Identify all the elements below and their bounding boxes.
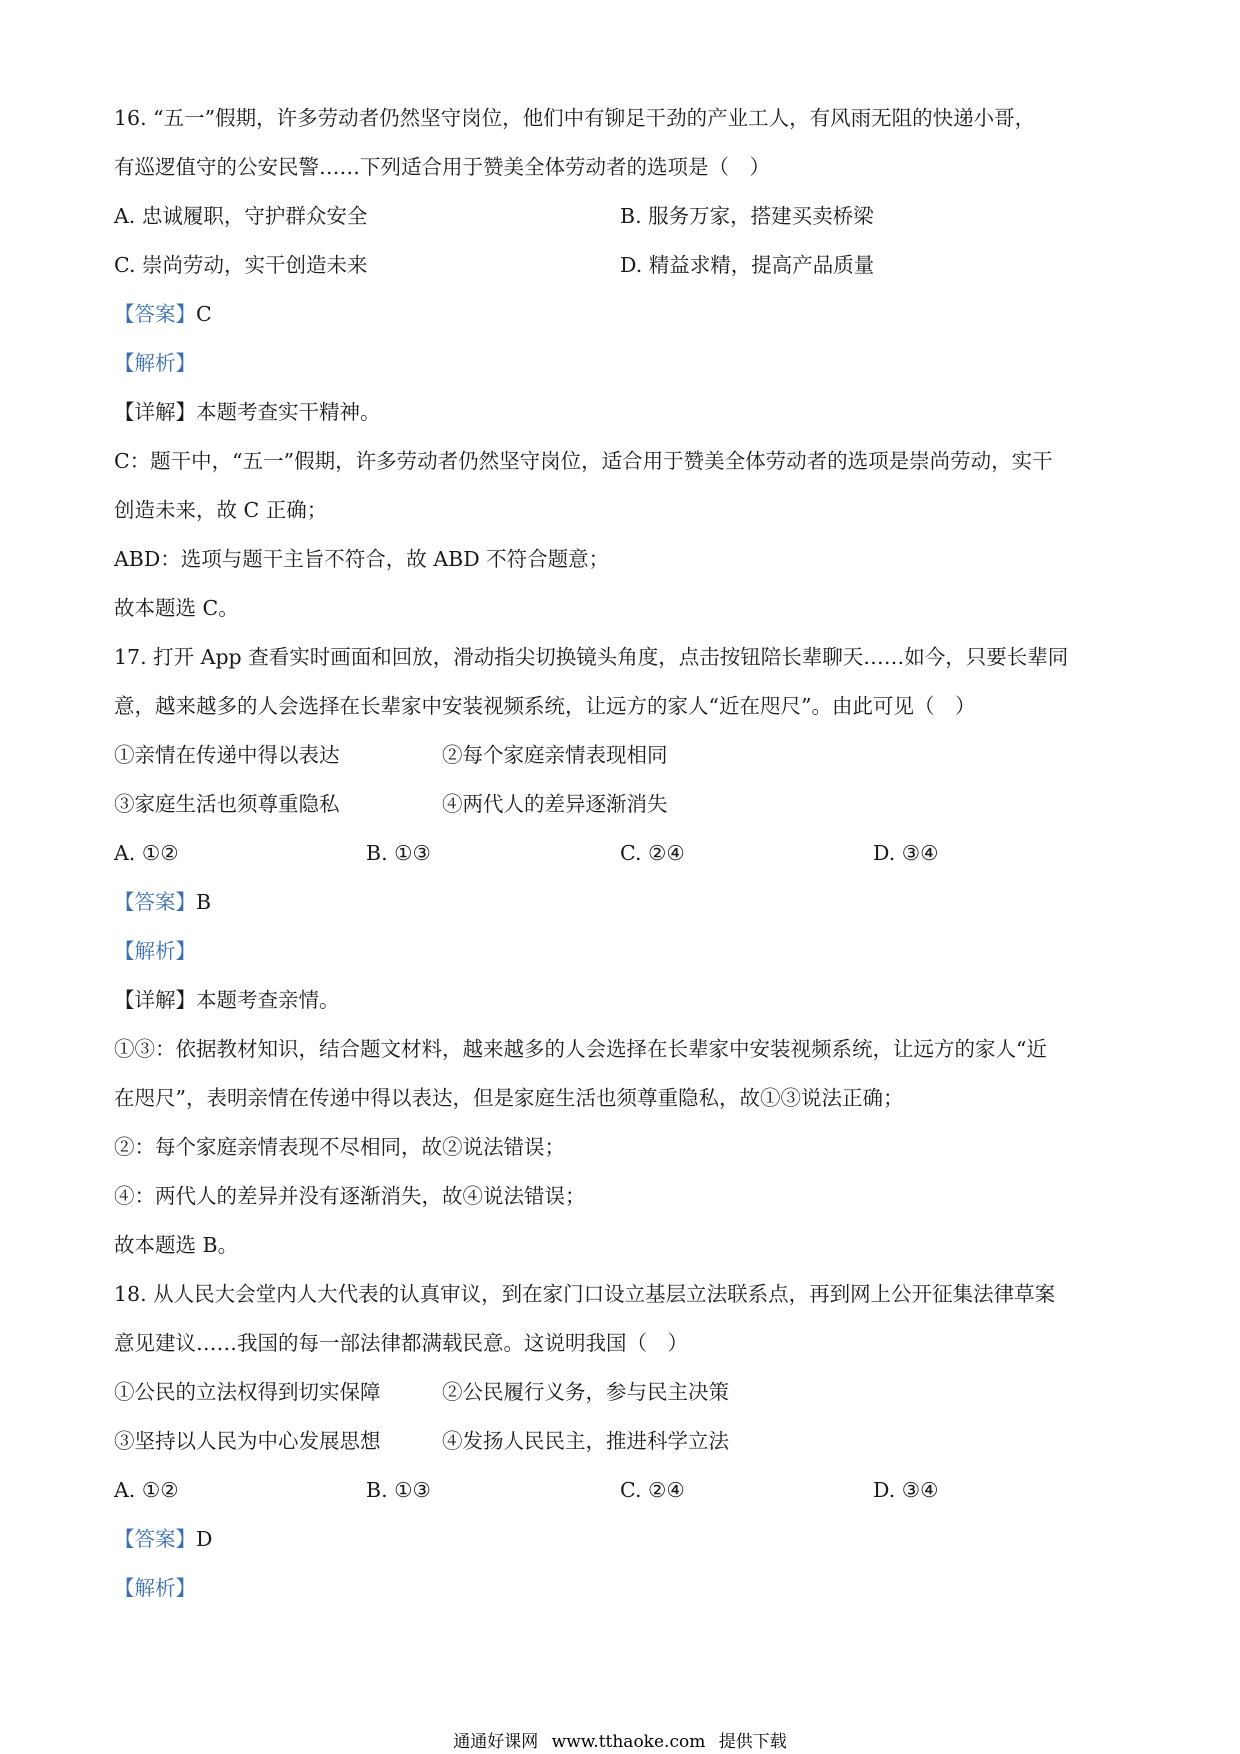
q17-option-b: B. ①③ xyxy=(366,841,431,865)
q17-statement-1: ①亲情在传递中得以表达 xyxy=(114,743,340,767)
q17-option-d: D. ③④ xyxy=(873,841,939,865)
q16-explanation-line2: 创造未来，故 C 正确； xyxy=(114,498,328,522)
q17-stem-line1: 17. 打开 App 查看实时画面和回放，滑动指尖切换镜头角度，点击按钮陪长辈聊天……如今，只要长辈同 xyxy=(114,645,1069,669)
q18-statement-2: ②公民履行义务，参与民主决策 xyxy=(442,1380,729,1404)
q17-explanation-line2: 在咫尺”，表明亲情在传递中得以表达，但是家庭生活也须尊重隐私，故①③说法正确； xyxy=(114,1086,904,1110)
q18-option-b: B. ①③ xyxy=(366,1478,431,1502)
q16-option-c: C. 崇尚劳动，实干创造未来 xyxy=(114,253,368,277)
q18-statement-3: ③坚持以人民为中心发展思想 xyxy=(114,1429,381,1453)
q18-answer xyxy=(114,1529,212,1550)
answer-tag: 【答案】 xyxy=(114,302,196,326)
q18-option-a: A. ①② xyxy=(114,1478,179,1502)
q17-detail: 【详解】本题考查亲情。 xyxy=(114,988,340,1012)
q16-option-b: B. 服务万家，搭建买卖桥梁 xyxy=(620,204,874,228)
q17-stem-line2: 意，越来越多的人会选择在长辈家中安装视频系统，让远方的家人“近在咫尺”。由此可见（ ） xyxy=(114,694,976,718)
answer-tag: 【答案】 xyxy=(114,890,196,914)
answer-value: D xyxy=(196,1527,213,1551)
q16-detail: 【详解】本题考查实干精神。 xyxy=(114,400,381,424)
footer-download: 提供下载 xyxy=(718,1732,787,1752)
footer-site-name: 通通好课网 xyxy=(453,1732,539,1752)
q17-answer xyxy=(114,892,211,913)
q16-stem-line2: 有巡逻值守的公安民警……下列适合用于赞美全体劳动者的选项是（ ） xyxy=(114,155,770,179)
answer-value: B xyxy=(196,890,212,914)
q17-explanation-line1: ①③：依据教材知识，结合题文材料，越来越多的人会选择在长辈家中安装视频系统，让远方的家人“近 xyxy=(114,1037,1047,1061)
q17-statement-3: ③家庭生活也须尊重隐私 xyxy=(114,792,340,816)
q17-explanation-line5: 故本题选 B。 xyxy=(114,1233,239,1257)
page-footer xyxy=(0,1734,1240,1751)
q18-option-d: D. ③④ xyxy=(873,1478,939,1502)
q17-analysis-tag: 【解析】 xyxy=(114,939,196,963)
answer-tag: 【答案】 xyxy=(114,1527,196,1551)
q17-statement-2: ②每个家庭亲情表现相同 xyxy=(442,743,668,767)
q16-explanation-line1: C：题干中，“五一”假期，许多劳动者仍然坚守岗位，适合用于赞美全体劳动者的选项是崇尚劳动，实干 xyxy=(114,449,1053,473)
q18-statement-4: ④发扬人民民主，推进科学立法 xyxy=(442,1429,729,1453)
q18-statement-1: ①公民的立法权得到切实保障 xyxy=(114,1380,381,1404)
q16-stem-line1: 16. “五一”假期，许多劳动者仍然坚守岗位，他们中有铆足干劲的产业工人，有风雨无阻的快递小哥， xyxy=(114,106,1036,130)
q17-explanation-line3: ②：每个家庭亲情表现不尽相同，故②说法错误； xyxy=(114,1135,565,1159)
q17-option-c: C. ②④ xyxy=(620,841,685,865)
q16-explanation-line3: ABD：选项与题干主旨不符合，故 ABD 不符合题意； xyxy=(114,547,610,571)
answer-value: C xyxy=(196,302,212,326)
q18-stem-line1: 18. 从人民大会堂内人大代表的认真审议，到在家门口设立基层立法联系点，再到网上公开征集法律草案 xyxy=(114,1282,1056,1306)
q16-answer xyxy=(114,304,212,325)
q16-option-d: D. 精益求精，提高产品质量 xyxy=(620,253,875,277)
q18-option-c: C. ②④ xyxy=(620,1478,685,1502)
q18-stem-line2: 意见建议……我国的每一部法律都满载民意。这说明我国（ ） xyxy=(114,1331,688,1355)
q17-statement-4: ④两代人的差异逐渐消失 xyxy=(442,792,668,816)
q16-explanation-line4: 故本题选 C。 xyxy=(114,596,239,620)
q17-option-a: A. ①② xyxy=(114,841,179,865)
footer-url[interactable]: www.tthaoke.com xyxy=(551,1732,706,1752)
q16-analysis-tag: 【解析】 xyxy=(114,351,196,375)
q18-analysis-tag: 【解析】 xyxy=(114,1576,196,1600)
q16-option-a: A. 忠诚履职，守护群众安全 xyxy=(114,204,368,228)
q17-explanation-line4: ④：两代人的差异并没有逐渐消失，故④说法错误； xyxy=(114,1184,586,1208)
